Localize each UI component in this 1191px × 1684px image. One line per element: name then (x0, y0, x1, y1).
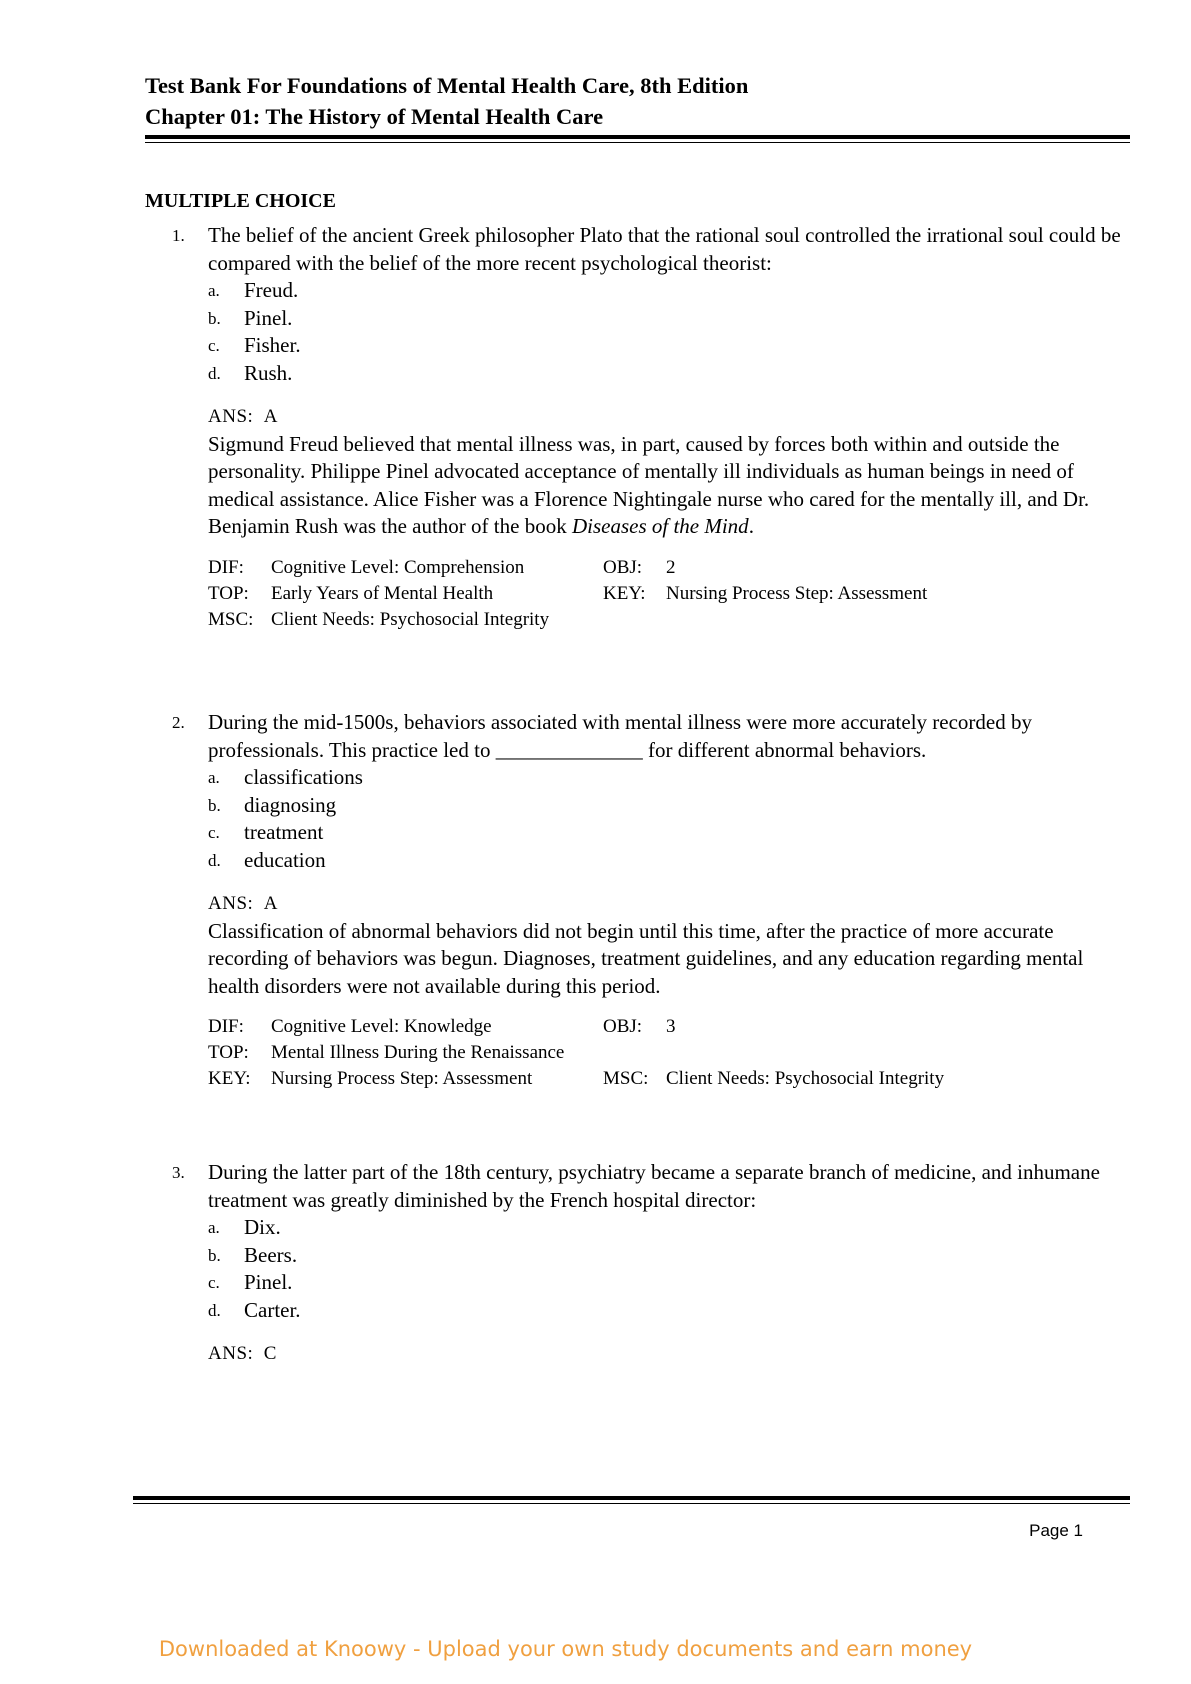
question-stem: During the latter part of the 18th century, psychiatry became a separate branch of medicine, and inhumane treatment was greatly diminished by the French hospital director: (208, 1160, 1100, 1212)
option-d (208, 360, 1135, 388)
key-label: KEY: (208, 1068, 251, 1089)
question-number: 1. (172, 226, 185, 245)
page-number: Page 1 (1029, 1521, 1083, 1540)
key-value: Nursing Process Step: Assessment (271, 1068, 533, 1089)
footer-rule (133, 1496, 1130, 1504)
msc-label: MSC: (208, 608, 254, 630)
download-footer[interactable] (0, 1637, 1191, 1661)
rationale-end: . (748, 514, 754, 538)
option-text: Beers. (244, 1242, 298, 1267)
key-value: Nursing Process Step: Assessment (666, 582, 928, 604)
option-text: Rush. (244, 360, 293, 385)
question-number: 2. (172, 713, 185, 732)
question-number: 3. (172, 1163, 185, 1182)
option-text: classifications (244, 765, 363, 789)
answer-value: A (263, 406, 279, 427)
key-label: KEY: (603, 582, 646, 604)
top-label: TOP: (208, 582, 249, 604)
option-text: Freud. (244, 278, 299, 302)
rationale: Classification of abnormal behaviors did not begin until this time, after the practice of more accurate recording of behaviors was begun. Diagnoses, treatment guidelines, and any education regarding mental health disorders were not available during this period. (208, 918, 1084, 998)
option-a (208, 277, 1135, 305)
question-stem: During the mid-1500s, behaviors associated with mental illness were more accurately recorded by professionals. This practice led to ______________ for different abnormal behaviors. (208, 710, 1032, 762)
obj-value: 2 (666, 556, 676, 578)
rationale (208, 431, 1135, 541)
option-text: Carter. (244, 1297, 301, 1322)
question-3 (145, 1159, 1135, 1368)
option-d (208, 847, 1135, 875)
option-c (208, 819, 1135, 847)
option-text: diagnosing (244, 792, 337, 817)
document-title: Test Bank For Foundations of Mental Health Care, 8th Edition (145, 73, 749, 98)
section-title: MULTIPLE CHOICE (145, 190, 336, 212)
answer-label: ANS: (208, 406, 254, 427)
dif-label: DIF: (208, 1016, 244, 1037)
option-letter: b. (208, 1245, 221, 1265)
option-c (208, 332, 1135, 360)
option-letter: d. (208, 850, 221, 870)
question-1 (145, 222, 1135, 633)
answer-value: A (263, 893, 279, 914)
obj-label: OBJ: (603, 556, 643, 578)
download-footer-text[interactable]: Downloaded at Knoowy - Upload your own study documents and earn money (158, 1637, 973, 1661)
top-value: Early Years of Mental Health (271, 582, 494, 604)
answer-line (208, 402, 1135, 431)
option-letter: a. (208, 1218, 220, 1237)
msc-label: MSC: (603, 1068, 649, 1089)
option-b (208, 1242, 1135, 1270)
top-label: TOP: (208, 1042, 249, 1063)
answer-line (208, 889, 1135, 918)
option-a (208, 764, 1135, 792)
option-c (208, 1269, 1135, 1297)
option-text: treatment (244, 820, 324, 844)
question-meta (208, 555, 1135, 633)
chapter-title: Chapter 01: The History of Mental Health Care (145, 104, 604, 129)
question-2 (145, 709, 1135, 1092)
option-a (208, 1214, 1135, 1242)
answer-label: ANS: (208, 1343, 254, 1364)
option-letter: d. (208, 1300, 221, 1320)
option-text: Pinel. (244, 305, 293, 330)
msc-value: Client Needs: Psychosocial Integrity (666, 1068, 945, 1089)
option-letter: c. (208, 1273, 220, 1292)
option-letter: b. (208, 308, 221, 328)
dif-value: Cognitive Level: Knowledge (271, 1016, 492, 1037)
option-letter: b. (208, 795, 221, 815)
dif-label: DIF: (208, 556, 244, 578)
document-header (145, 70, 1130, 132)
obj-label: OBJ: (603, 1016, 643, 1037)
option-letter: c. (208, 823, 220, 842)
top-value: Mental Illness During the Renaissance (271, 1042, 565, 1063)
obj-value: 3 (666, 1016, 676, 1037)
option-text: Dix. (244, 1215, 281, 1239)
dif-value: Cognitive Level: Comprehension (271, 556, 525, 578)
option-letter: a. (208, 281, 220, 300)
question-meta (208, 1014, 1135, 1092)
option-letter: a. (208, 768, 220, 787)
answer-label: ANS: (208, 893, 254, 914)
question-stem: The belief of the ancient Greek philosopher Plato that the rational soul controlled the irrational soul could be compared with the belief of the more recent psychological theorist: (208, 223, 1121, 275)
answer-value: C (263, 1343, 277, 1364)
option-letter: d. (208, 363, 221, 383)
answer-line (208, 1339, 1135, 1368)
rationale-text: Sigmund Freud believed that mental illness was, in part, caused by forces both within and outside the personality. Philippe Pinel advocated acceptance of mentally ill individuals as human beings in need of medical assistance. Alice Fisher was a Florence Nightingale nurse who cared for the mentally ill, and Dr. Benjamin Rush was the author of the book (208, 431, 1090, 538)
option-b (208, 305, 1135, 333)
option-text: education (244, 847, 326, 872)
option-d (208, 1297, 1135, 1325)
msc-value: Client Needs: Psychosocial Integrity (271, 608, 550, 630)
option-b (208, 792, 1135, 820)
option-text: Fisher. (244, 333, 301, 357)
option-text: Pinel. (244, 1270, 293, 1294)
option-letter: c. (208, 336, 220, 355)
header-rule (145, 135, 1130, 143)
book-title: Diseases of the Mind (571, 514, 749, 538)
